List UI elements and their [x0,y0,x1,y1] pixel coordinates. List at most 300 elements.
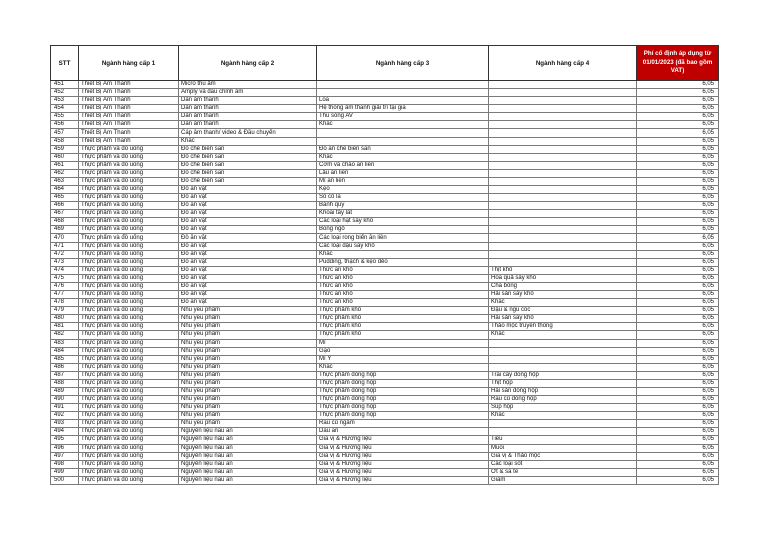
cell-category-level-2: Cáp âm thanh/ video & Đầu chuyển [179,129,317,137]
cell-category-level-4 [489,121,637,129]
cell-category-level-2: Nguyên liệu nấu ăn [179,444,317,452]
table-row [51,186,719,194]
cell-category-level-1: Thực phẩm và đồ uống [79,468,179,476]
cell-fixed-fee: 6,05 [637,218,719,226]
header-category-level-3: Ngành hàng cấp 3 [317,46,489,81]
cell-category-level-2: Nhu yếu phẩm [179,315,317,323]
cell-fixed-fee: 6,05 [637,299,719,307]
cell-category-level-3: Gia vị & Hương liệu [317,436,489,444]
cell-fixed-fee: 6,05 [637,428,719,436]
cell-category-level-4 [489,347,637,355]
cell-stt: 458 [51,137,79,145]
cell-category-level-2: Nhu yếu phẩm [179,420,317,428]
cell-category-level-3: Gia vị & Hương liệu [317,444,489,452]
cell-category-level-4: Thịt hộp [489,379,637,387]
cell-category-level-2: Nhu yếu phẩm [179,307,317,315]
table-row [51,282,719,290]
cell-category-level-4: Thịt khô [489,266,637,274]
cell-fixed-fee: 6,05 [637,379,719,387]
table-row [51,404,719,412]
cell-category-level-1: Thiết Bị Âm Thanh [79,113,179,121]
table-row [51,331,719,339]
table-row [51,177,719,185]
cell-fixed-fee: 6,05 [637,371,719,379]
cell-category-level-4 [489,137,637,145]
cell-stt: 487 [51,371,79,379]
cell-stt: 484 [51,347,79,355]
cell-category-level-3: Sô cô la [317,194,489,202]
cell-stt: 452 [51,89,79,97]
cell-fixed-fee: 6,05 [637,396,719,404]
cell-category-level-2: Nhu yếu phẩm [179,404,317,412]
cell-category-level-3: Gạo [317,347,489,355]
cell-category-level-2: Đồ chế biến sẵn [179,177,317,185]
cell-category-level-2: Nhu yếu phẩm [179,371,317,379]
cell-category-level-1: Thực phẩm và đồ uống [79,210,179,218]
cell-fixed-fee: 6,05 [637,121,719,129]
cell-category-level-1: Thực phẩm và đồ uống [79,186,179,194]
cell-fixed-fee: 6,05 [637,339,719,347]
table-row [51,307,719,315]
cell-category-level-1: Thực phẩm và đồ uống [79,258,179,266]
cell-stt: 485 [51,355,79,363]
cell-category-level-2: Đồ ăn vặt [179,202,317,210]
table-row [51,250,719,258]
cell-category-level-1: Thực phẩm và đồ uống [79,145,179,153]
cell-category-level-4 [489,153,637,161]
cell-category-level-4 [489,105,637,113]
cell-fixed-fee: 6,05 [637,444,719,452]
cell-fixed-fee: 6,05 [637,315,719,323]
cell-category-level-1: Thực phẩm và đồ uống [79,363,179,371]
cell-category-level-1: Thực phẩm và đồ uống [79,331,179,339]
cell-category-level-4 [489,97,637,105]
cell-fixed-fee: 6,05 [637,468,719,476]
cell-stt: 463 [51,177,79,185]
cell-category-level-3: Khác [317,250,489,258]
cell-category-level-2: Nhu yếu phẩm [179,396,317,404]
cell-fixed-fee: 6,05 [637,153,719,161]
cell-category-level-3: Bánh quy [317,202,489,210]
cell-category-level-4 [489,177,637,185]
cell-fixed-fee: 6,05 [637,404,719,412]
cell-category-level-4: Muối [489,444,637,452]
cell-category-level-1: Thực phẩm và đồ uống [79,169,179,177]
cell-category-level-3: Thực phẩm đóng hộp [317,412,489,420]
cell-category-level-3: Lẩu ăn liền [317,169,489,177]
header-category-level-4: Ngành hàng cấp 4 [489,46,637,81]
cell-category-level-1: Thực phẩm và đồ uống [79,460,179,468]
fee-table [50,45,719,485]
cell-category-level-1: Thực phẩm và đồ uống [79,242,179,250]
table-row [51,81,719,89]
cell-fixed-fee: 6,05 [637,242,719,250]
cell-category-level-3: Khác [317,121,489,129]
cell-stt: 472 [51,250,79,258]
cell-stt: 466 [51,202,79,210]
cell-category-level-2: Nguyên liệu nấu ăn [179,452,317,460]
cell-fixed-fee: 6,05 [637,258,719,266]
cell-category-level-1: Thực phẩm và đồ uống [79,452,179,460]
cell-fixed-fee: 6,05 [637,226,719,234]
table-row [51,468,719,476]
cell-category-level-3: Kẹo [317,186,489,194]
cell-category-level-3: Gia vị & Hương liệu [317,452,489,460]
cell-stt: 470 [51,234,79,242]
cell-category-level-3: Thực phẩm đóng hộp [317,387,489,395]
cell-category-level-2: Micro thu âm [179,81,317,89]
table-row [51,444,719,452]
table-row [51,194,719,202]
table-row [51,412,719,420]
cell-stt: 494 [51,428,79,436]
cell-fixed-fee: 6,05 [637,177,719,185]
cell-category-level-4 [489,113,637,121]
cell-category-level-1: Thực phẩm và đồ uống [79,323,179,331]
cell-category-level-2: Đồ ăn vặt [179,226,317,234]
cell-category-level-3: Bỏng ngô [317,226,489,234]
cell-category-level-4: Rau củ đóng hộp [489,396,637,404]
cell-category-level-4 [489,242,637,250]
cell-stt: 467 [51,210,79,218]
cell-category-level-1: Thực phẩm và đồ uống [79,161,179,169]
cell-stt: 492 [51,412,79,420]
cell-category-level-3: Thực phẩm khô [317,323,489,331]
table-row [51,428,719,436]
cell-category-level-3: Thức ăn khô [317,282,489,290]
cell-category-level-4: Hải sản sấy khô [489,315,637,323]
table-row [51,436,719,444]
cell-stt: 498 [51,460,79,468]
cell-fixed-fee: 6,05 [637,307,719,315]
cell-category-level-3: Gia vị & Hương liệu [317,468,489,476]
cell-category-level-4: Khác [489,331,637,339]
cell-stt: 483 [51,339,79,347]
cell-category-level-4: Tiêu [489,436,637,444]
cell-category-level-1: Thực phẩm và đồ uống [79,177,179,185]
cell-stt: 496 [51,444,79,452]
cell-category-level-2: Nhu yếu phẩm [179,339,317,347]
cell-category-level-1: Thực phẩm và đồ uống [79,202,179,210]
cell-category-level-2: Đồ ăn vặt [179,218,317,226]
cell-category-level-4 [489,81,637,89]
cell-category-level-4 [489,420,637,428]
cell-category-level-2: Đồ ăn vặt [179,282,317,290]
cell-category-level-1: Thiết Bị Âm Thanh [79,97,179,105]
cell-category-level-1: Thực phẩm và đồ uống [79,412,179,420]
cell-category-level-3: Hệ thống âm thanh giải trí tại gia [317,105,489,113]
cell-category-level-3: Thực phẩm khô [317,315,489,323]
cell-fixed-fee: 6,05 [637,460,719,468]
cell-category-level-3: Khác [317,153,489,161]
cell-category-level-3: Thực phẩm đóng hộp [317,371,489,379]
cell-category-level-2: Nguyên liệu nấu ăn [179,468,317,476]
cell-category-level-3: Các loại đậu sấy khô [317,242,489,250]
cell-category-level-1: Thực phẩm và đồ uống [79,436,179,444]
cell-category-level-1: Thực phẩm và đồ uống [79,387,179,395]
cell-category-level-1: Thực phẩm và đồ uống [79,444,179,452]
cell-category-level-3: Mì [317,339,489,347]
cell-stt: 488 [51,379,79,387]
table-row [51,339,719,347]
cell-fixed-fee: 6,05 [637,234,719,242]
table-row [51,315,719,323]
cell-stt: 473 [51,258,79,266]
cell-category-level-2: Nhu yếu phẩm [179,331,317,339]
cell-category-level-4 [489,161,637,169]
cell-fixed-fee: 6,05 [637,129,719,137]
cell-category-level-3: Mì ăn liền [317,177,489,185]
cell-category-level-1: Thiết Bị Âm Thanh [79,121,179,129]
cell-category-level-1: Thực phẩm và đồ uống [79,250,179,258]
cell-category-level-1: Thiết Bị Âm Thanh [79,137,179,145]
table-row [51,266,719,274]
cell-category-level-4 [489,89,637,97]
cell-category-level-2: Dàn âm thanh [179,113,317,121]
cell-category-level-1: Thực phẩm và đồ uống [79,404,179,412]
cell-category-level-4 [489,363,637,371]
cell-category-level-1: Thực phẩm và đồ uống [79,428,179,436]
table-row [51,258,719,266]
table-row [51,113,719,121]
cell-stt: 468 [51,218,79,226]
cell-fixed-fee: 6,05 [637,452,719,460]
cell-category-level-1: Thực phẩm và đồ uống [79,218,179,226]
header-row [51,46,719,81]
table-row [51,379,719,387]
table-row [51,153,719,161]
cell-category-level-4 [489,258,637,266]
cell-category-level-4: Đậu & ngũ cốc [489,307,637,315]
cell-fixed-fee: 6,05 [637,420,719,428]
cell-category-level-2: Đồ ăn vặt [179,194,317,202]
cell-category-level-3: Thực phẩm đóng hộp [317,396,489,404]
cell-fixed-fee: 6,05 [637,387,719,395]
table-row [51,137,719,145]
cell-stt: 461 [51,161,79,169]
table-row [51,371,719,379]
cell-stt: 454 [51,105,79,113]
cell-category-level-4 [489,234,637,242]
cell-fixed-fee: 6,05 [637,323,719,331]
cell-fixed-fee: 6,05 [637,202,719,210]
cell-category-level-3: Thu sóng AV [317,113,489,121]
cell-fixed-fee: 6,05 [637,274,719,282]
cell-category-level-4: Hải sản đóng hộp [489,387,637,395]
cell-category-level-3: Thức ăn khô [317,291,489,299]
cell-category-level-1: Thực phẩm và đồ uống [79,234,179,242]
cell-category-level-4: Giấm [489,476,637,484]
cell-category-level-4 [489,145,637,153]
table-row [51,299,719,307]
cell-fixed-fee: 6,05 [637,161,719,169]
cell-category-level-3: Các loại rong biển ăn liền [317,234,489,242]
cell-fixed-fee: 6,05 [637,331,719,339]
cell-fixed-fee: 6,05 [637,436,719,444]
cell-category-level-2: Đồ chế biến sẵn [179,145,317,153]
table-row [51,387,719,395]
cell-category-level-2: Dàn âm thanh [179,121,317,129]
cell-category-level-2: Dàn âm thanh [179,105,317,113]
cell-category-level-3: Thực phẩm khô [317,307,489,315]
fee-table-sheet [50,45,719,485]
table-row [51,396,719,404]
cell-category-level-3: Dầu ăn [317,428,489,436]
cell-category-level-3: Thức ăn khô [317,274,489,282]
cell-category-level-3: Gia vị & Hương liệu [317,460,489,468]
cell-category-level-2: Nguyên liệu nấu ăn [179,436,317,444]
cell-category-level-4: Súp hộp [489,404,637,412]
cell-stt: 491 [51,404,79,412]
cell-fixed-fee: 6,05 [637,291,719,299]
cell-category-level-2: Nguyên liệu nấu ăn [179,460,317,468]
cell-category-level-3 [317,81,489,89]
cell-category-level-1: Thực phẩm và đồ uống [79,347,179,355]
cell-stt: 490 [51,396,79,404]
cell-stt: 459 [51,145,79,153]
cell-category-level-2: Đồ ăn vặt [179,234,317,242]
cell-category-level-2: Khác [179,137,317,145]
header-fixed-fee: Phí cố định áp dụng từ 01/01/2023 (đã bao gồm VAT) [637,46,719,81]
header-stt: STT [51,46,79,81]
cell-stt: 477 [51,291,79,299]
cell-category-level-2: Nhu yếu phẩm [179,412,317,420]
cell-category-level-2: Nhu yếu phẩm [179,379,317,387]
cell-category-level-3: Thực phẩm đóng hộp [317,379,489,387]
cell-fixed-fee: 6,05 [637,145,719,153]
cell-fixed-fee: 6,05 [637,194,719,202]
cell-stt: 456 [51,121,79,129]
cell-category-level-2: Đồ ăn vặt [179,242,317,250]
cell-category-level-1: Thiết Bị Âm Thanh [79,81,179,89]
cell-stt: 471 [51,242,79,250]
cell-category-level-2: Đồ ăn vặt [179,258,317,266]
cell-category-level-4 [489,339,637,347]
cell-category-level-1: Thực phẩm và đồ uống [79,396,179,404]
cell-category-level-1: Thực phẩm và đồ uống [79,371,179,379]
cell-stt: 497 [51,452,79,460]
cell-category-level-2: Đồ ăn vặt [179,299,317,307]
table-row [51,97,719,105]
cell-category-level-1: Thực phẩm và đồ uống [79,315,179,323]
cell-category-level-3: Rau củ ngâm [317,420,489,428]
cell-category-level-4 [489,202,637,210]
cell-category-level-4: Khác [489,299,637,307]
table-row [51,226,719,234]
cell-category-level-4 [489,428,637,436]
cell-category-level-3 [317,137,489,145]
cell-category-level-4: Thảo mộc truyền thống [489,323,637,331]
cell-fixed-fee: 6,05 [637,476,719,484]
cell-category-level-3: Thức ăn khô [317,299,489,307]
cell-category-level-4 [489,129,637,137]
cell-category-level-4 [489,226,637,234]
cell-stt: 479 [51,307,79,315]
cell-category-level-3: Gia vị & Hương liệu [317,476,489,484]
cell-category-level-1: Thiết Bị Âm Thanh [79,129,179,137]
table-row [51,161,719,169]
cell-category-level-3: Thực phẩm đóng hộp [317,404,489,412]
cell-category-level-3: Pudding, thạch & kẹo dẻo [317,258,489,266]
table-row [51,476,719,484]
cell-category-level-4: Khác [489,412,637,420]
cell-category-level-1: Thực phẩm và đồ uống [79,307,179,315]
header-category-level-1: Ngành hàng cấp 1 [79,46,179,81]
cell-category-level-4 [489,210,637,218]
cell-category-level-2: Đồ chế biến sẵn [179,169,317,177]
cell-stt: 464 [51,186,79,194]
cell-category-level-3: Mì Ý [317,355,489,363]
table-row [51,274,719,282]
cell-category-level-4: Chà bông [489,282,637,290]
cell-stt: 499 [51,468,79,476]
cell-category-level-1: Thực phẩm và đồ uống [79,291,179,299]
table-row [51,234,719,242]
cell-category-level-2: Nguyên liệu nấu ăn [179,428,317,436]
cell-category-level-4 [489,169,637,177]
cell-stt: 478 [51,299,79,307]
table-row [51,105,719,113]
cell-category-level-2: Nhu yếu phẩm [179,387,317,395]
cell-category-level-2: Nhu yếu phẩm [179,363,317,371]
cell-category-level-3: Thức ăn khô [317,266,489,274]
cell-category-level-1: Thực phẩm và đồ uống [79,266,179,274]
cell-fixed-fee: 6,05 [637,210,719,218]
cell-stt: 460 [51,153,79,161]
cell-fixed-fee: 6,05 [637,355,719,363]
cell-fixed-fee: 6,05 [637,89,719,97]
cell-stt: 489 [51,387,79,395]
cell-stt: 455 [51,113,79,121]
cell-category-level-1: Thực phẩm và đồ uống [79,194,179,202]
cell-stt: 465 [51,194,79,202]
cell-category-level-3 [317,89,489,97]
cell-category-level-3: Cơm và cháo ăn liền [317,161,489,169]
cell-fixed-fee: 6,05 [637,282,719,290]
cell-fixed-fee: 6,05 [637,97,719,105]
cell-category-level-1: Thực phẩm và đồ uống [79,299,179,307]
header-category-level-2: Ngành hàng cấp 2 [179,46,317,81]
cell-category-level-4 [489,250,637,258]
cell-category-level-4: Các loại sốt [489,460,637,468]
cell-fixed-fee: 6,05 [637,105,719,113]
table-row [51,323,719,331]
table-row [51,210,719,218]
cell-fixed-fee: 6,05 [637,412,719,420]
cell-fixed-fee: 6,05 [637,250,719,258]
cell-stt: 486 [51,363,79,371]
cell-category-level-4 [489,355,637,363]
cell-stt: 500 [51,476,79,484]
table-row [51,460,719,468]
table-row [51,242,719,250]
cell-stt: 476 [51,282,79,290]
table-row [51,347,719,355]
cell-fixed-fee: 6,05 [637,347,719,355]
cell-category-level-4: Trái cây đóng hộp [489,371,637,379]
table-row [51,121,719,129]
table-row [51,218,719,226]
cell-category-level-4: Hải sản sấy khô [489,291,637,299]
cell-fixed-fee: 6,05 [637,186,719,194]
cell-category-level-1: Thực phẩm và đồ uống [79,339,179,347]
cell-stt: 475 [51,274,79,282]
cell-stt: 482 [51,331,79,339]
cell-fixed-fee: 6,05 [637,81,719,89]
cell-category-level-2: Dàn âm thanh [179,97,317,105]
table-row [51,129,719,137]
cell-category-level-3: Khoai tây lát [317,210,489,218]
